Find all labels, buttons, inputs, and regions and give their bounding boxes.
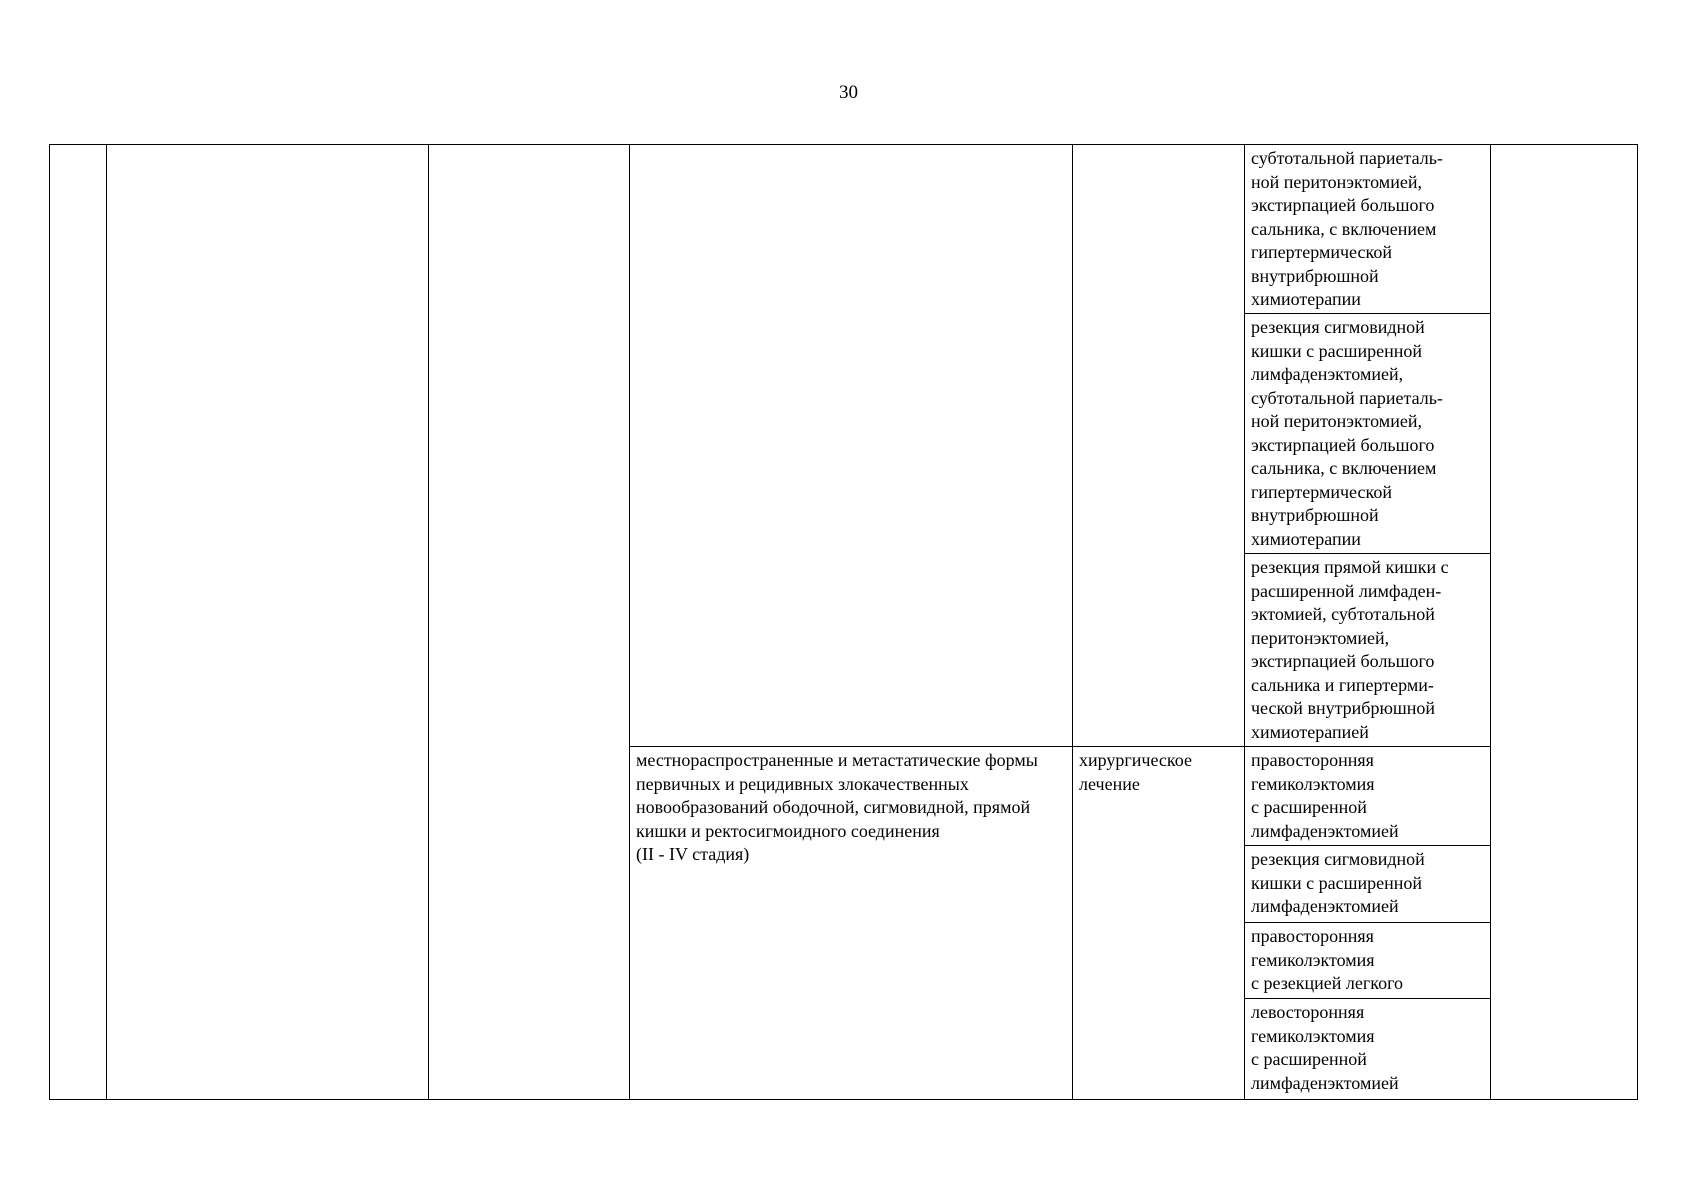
diagnosis-cell: местнораспространенные и метастатические формы первичных и рецидивных злокачественных новообразований ободочной, сигмовидной, прямой кишки и ректосигмоидного соединения (II - IV стадия): [630, 747, 1073, 1100]
treatment-method-cell: левосторонняя гемиколэктомия с расширенной лимфаденэктомией: [1245, 999, 1491, 1100]
treatment-type-cell: хирургическое лечение: [1073, 747, 1245, 1100]
treatment-method-cell: правосторонняя гемиколэктомия с расширенной лимфаденэктомией: [1245, 747, 1491, 846]
icd-code-cell: [429, 145, 630, 1100]
service-name-cell: [107, 145, 429, 1100]
norm-cell: [1491, 145, 1638, 1100]
page-number: 30: [839, 82, 858, 103]
treatment-method-cell: резекция сигмовидной кишки с расширенной лимфаденэктомией, субтотальной париеталь- ной перитонэктомией, экстирпацией большого сальника, с включением гипертермической внутрибрюшной химиотерапии: [1245, 314, 1491, 554]
treatment-method-cell: резекция прямой кишки с расширенной лимфаден- эктомией, субтотальной перитонэктомией, экстирпацией большого сальника и гипертерми- ческой внутрибрюшной химиотерапией: [1245, 554, 1491, 747]
row-number-cell: [50, 145, 107, 1100]
treatment-method-cell: субтотальной париеталь- ной перитонэктомией, экстирпацией большого сальника, с включением гипертермической внутрибрюшной химиотерапии: [1245, 145, 1491, 314]
diagnosis-cell-empty: [630, 145, 1073, 747]
treatment-method-cell: резекция сигмовидной кишки с расширенной лимфаденэктомией: [1245, 846, 1491, 923]
treatment-method-cell: правосторонняя гемиколэктомия с резекцией легкого: [1245, 923, 1491, 999]
treatment-type-cell-empty: [1073, 145, 1245, 747]
medical-services-table: [49, 144, 1638, 1100]
